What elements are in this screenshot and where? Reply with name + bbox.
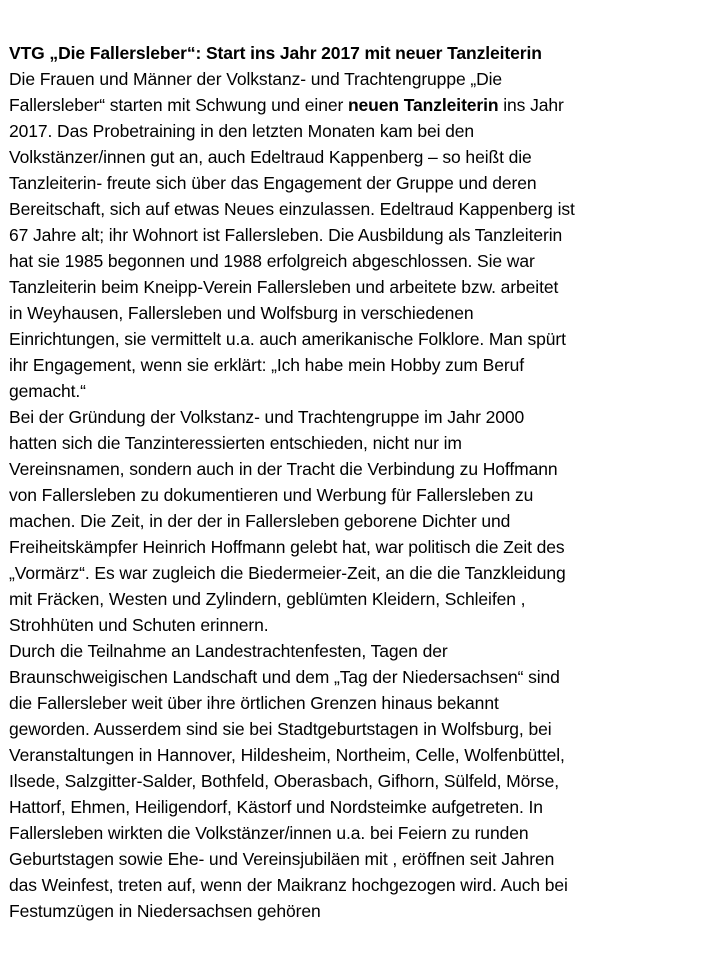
text-line: von Fallersleben zu dokumentieren und Werbung für Fallersleben zu [9,485,534,505]
text-line: Ilsede, Salzgitter-Salder, Bothfeld, Oberasbach, Gifhorn, Sülfeld, Mörse, [9,771,560,791]
text-line: Fallersleben wirkten die Volkstänzer/innen u.a. bei Feiern zu runden [9,823,529,843]
text-line: 2017. Das Probetraining in den letzten Monaten kam bei den [9,121,475,141]
text-line: Die Frauen und Männer der Volkstanz- und Trachtengruppe „Die [9,69,503,89]
text-line: Veranstaltungen in Hannover, Hildesheim, Northeim, Celle, Wolfenbüttel, [9,745,565,765]
text-line: mit Fräcken, Westen und Zylindern, geblümten Kleidern, Schleifen , [9,589,526,609]
text-run: Fallersleber“ starten mit Schwung und einer [9,95,348,115]
text-line [9,92,715,118]
text-line: Volkstänzer/innen gut an, auch Edeltraud Kappenberg – so heißt die [9,147,532,167]
text-line: ihr Engagement, wenn sie erklärt: „Ich habe mein Hobby zum Beruf [9,355,524,375]
text-line: Vereinsnamen, sondern auch in der Tracht die Verbindung zu Hoffmann [9,459,558,479]
text-line: gemacht.“ [9,381,86,401]
text-line: „Vormärz“. Es war zugleich die Biedermeier-Zeit, an die die Tanzkleidung [9,563,566,583]
text-line: Braunschweigischen Landschaft und dem „Tag der Niedersachsen“ sind [9,667,560,687]
text-line: 67 Jahre alt; ihr Wohnort ist Fallersleben. Die Ausbildung als Tanzleiterin [9,225,563,245]
article-text [9,66,715,924]
text-line: Tanzleiterin beim Kneipp-Verein Fallersleben und arbeitete bzw. arbeitet [9,277,559,297]
text-line: Bei der Gründung der Volkstanz- und Trachtengruppe im Jahr 2000 [9,407,525,427]
emphasis-new-dance-leader: neuen Tanzleiterin [347,95,499,115]
text-line: hat sie 1985 begonnen und 1988 erfolgreich abgeschlossen. Sie war [9,251,535,271]
text-line: Durch die Teilnahme an Landestrachtenfesten, Tagen der [9,641,448,661]
document-body [9,40,715,924]
text-line: Einrichtungen, sie vermittelt u.a. auch amerikanische Folklore. Man spürt [9,329,566,349]
article-title: VTG „Die Fallersleber“: Start ins Jahr 2017 mit neuer Tanzleiterin [9,43,542,63]
text-line: Tanzleiterin- freute sich über das Engagement der Gruppe und deren [9,173,537,193]
text-line: Freiheitskämpfer Heinrich Hoffmann gelebt hat, war politisch die Zeit des [9,537,565,557]
text-line: in Weyhausen, Fallersleben und Wolfsburg in verschiedenen [9,303,474,323]
text-line: Hattorf, Ehmen, Heiligendorf, Kästorf und Nordsteimke aufgetreten. In [9,797,543,817]
text-line: das Weinfest, treten auf, wenn der Maikranz hochgezogen wird. Auch bei [9,875,568,895]
text-line: geworden. Ausserdem sind sie bei Stadtgeburtstagen in Wolfsburg, bei [9,719,552,739]
text-line: Festumzügen in Niedersachsen gehören [9,901,321,921]
text-line: machen. Die Zeit, in der der in Fallersleben geborene Dichter und [9,511,511,531]
text-run: ins Jahr [498,95,564,115]
text-line: Strohhüten und Schuten erinnern. [9,615,269,635]
text-line: hatten sich die Tanzinteressierten entschieden, nicht nur im [9,433,462,453]
text-line: Bereitschaft, sich auf etwas Neues einzulassen. Edeltraud Kappenberg ist [9,199,575,219]
text-line: die Fallersleber weit über ihre örtlichen Grenzen hinaus bekannt [9,693,499,713]
text-line: Geburtstagen sowie Ehe- und Vereinsjubiläen mit , eröffnen seit Jahren [9,849,555,869]
